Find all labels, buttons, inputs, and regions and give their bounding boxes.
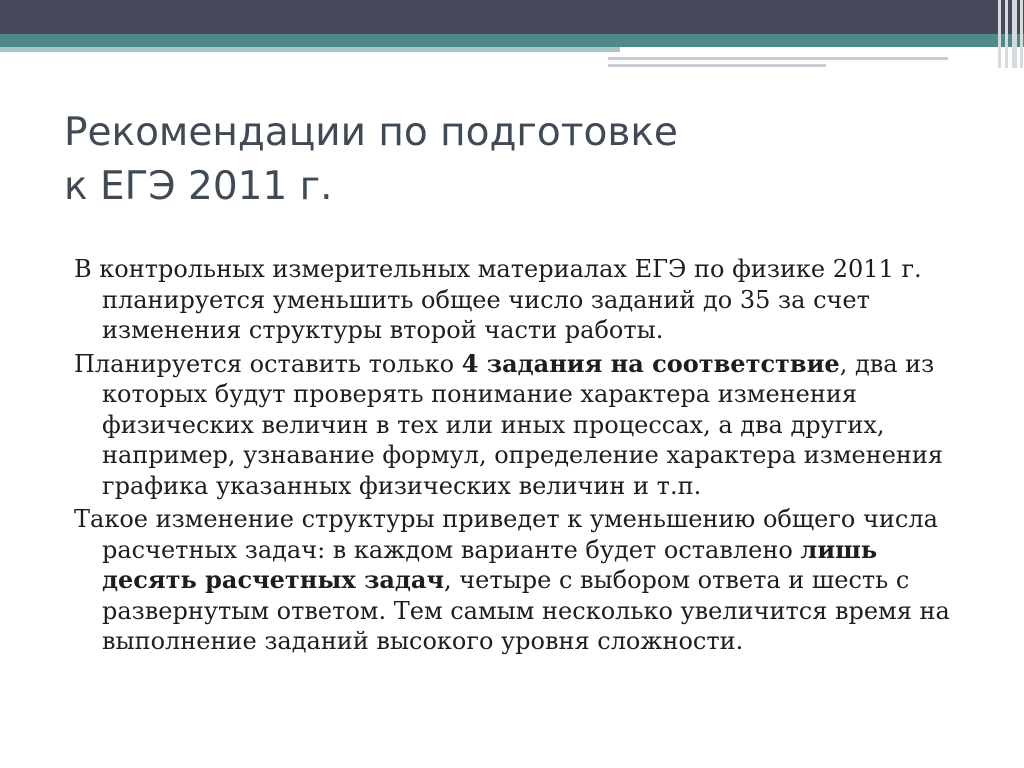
paragraph-text: , два из которых будут проверять понимание характера изменения физических величин в тех или иных процессах, а два других, например, узнавание формул, определение характера изменения графика указанных физических величин и т.п. (102, 349, 944, 500)
paragraph-emphasis: 4 задания на соответствие (461, 348, 840, 378)
paragraph (74, 504, 954, 657)
paragraph-text: , четыре с выбором ответа и шесть с развернутым ответом. Тем самым несколько увеличится время на выполнение заданий высокого уровня сложности. (102, 566, 950, 655)
decorative-bar (1005, 0, 1008, 68)
decorative-rule (608, 64, 826, 67)
decorative-bar (1020, 0, 1023, 68)
decorative-bar (1012, 0, 1017, 68)
paragraph-text: Такое изменение структуры приведет к уменьшению общего числа расчетных задач: в каждом варианте будет оставлено (74, 505, 938, 564)
decorative-rule (608, 57, 948, 60)
slide-title-line: к ЕГЭ 2011 г. (64, 164, 333, 209)
slide-title-line: Рекомендации по подготовке (64, 110, 678, 155)
slide-body (74, 254, 954, 660)
slide-title (64, 106, 964, 214)
paragraph-emphasis: лишь десять расчетных задач (102, 534, 878, 594)
paragraph-text: Планируется оставить только (74, 349, 462, 378)
paragraph-text: В контрольных измерительных материалах ЕГЭ по физике 2011 г. планируется уменьшить общее число заданий до 35 за счет изменения структуры второй части работы. (74, 255, 922, 344)
header-band-dark (0, 0, 1024, 34)
paragraph (74, 254, 954, 346)
decorative-bar (998, 0, 1001, 68)
header-band-teal-light (0, 47, 620, 52)
paragraph (74, 349, 954, 502)
header-band-teal (0, 34, 1024, 47)
decorative-vertical-bars (994, 0, 1024, 68)
